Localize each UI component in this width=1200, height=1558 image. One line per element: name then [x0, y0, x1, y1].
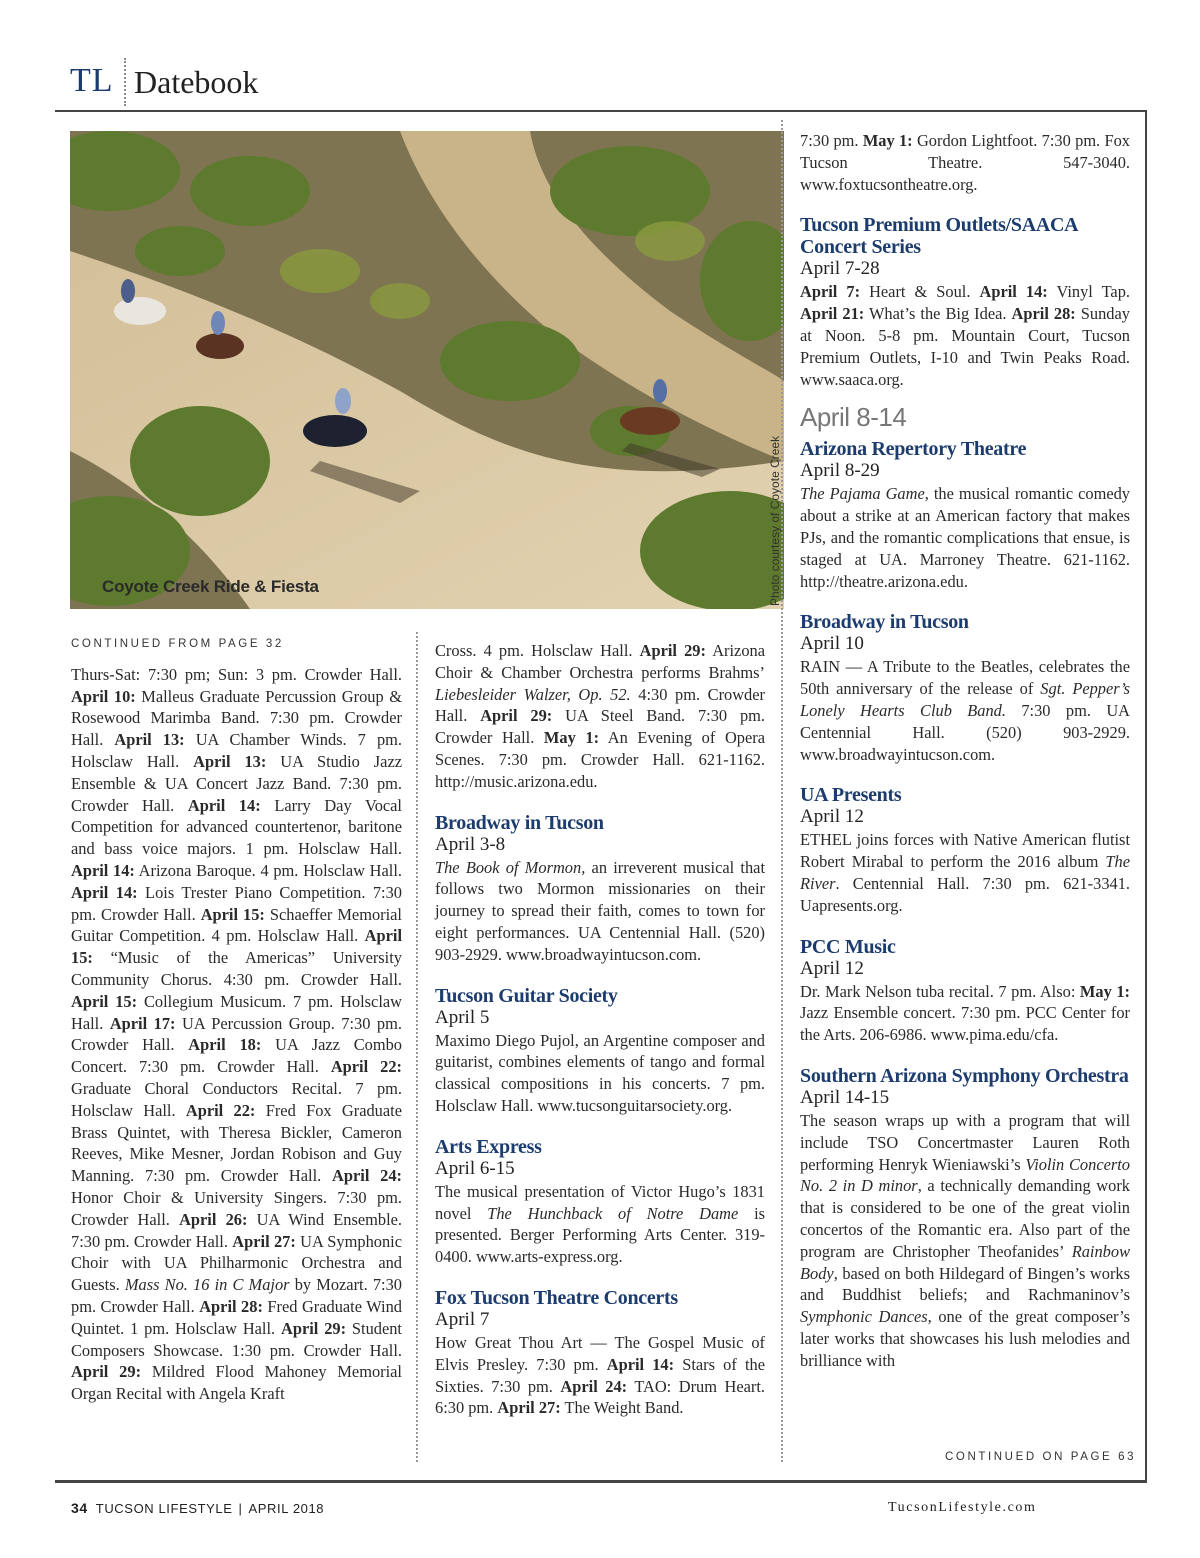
event-description — [435, 857, 765, 966]
listing-text: , based on both Hildegard of Bingen’s works and Buddhist beliefs; and Rachmaninov’s — [800, 1263, 1130, 1305]
listing-text: 7:30 pm. UA Centennial Hall. (520) 903-2929. www.broadwayintucson.com. — [800, 700, 1130, 764]
listing-text: The Weight Band. — [560, 1398, 684, 1418]
listing-text: Fred Fox Graduate Brass Quintet, with Theresa Bickler, Cameron Reeves, Mike Mesner, Jordan Robison and Guy Manning. 7:30 pm. Crowder Hall. — [71, 1100, 402, 1186]
listing-text: an irreverent musical that follows two Mormon missionaries on their journey to spread their faith, comes to town for eight performances. UA Centennial Hall. (520) 903-2929. www.broadwayintucson.com. — [435, 857, 765, 964]
column-3 — [800, 130, 1130, 1371]
event-section — [435, 812, 765, 966]
listing-text: Lois Trester Piano Competition. 7:30 pm. Crowder Hall. — [71, 882, 402, 924]
date-label: April 15: — [200, 904, 265, 924]
date-label: April 24: — [332, 1166, 402, 1186]
listing-text: Mildred Flood Mahoney Memorial Organ Recital with Angela Kraft — [71, 1362, 402, 1404]
listing-text: The season wraps up with a program that will include TSO Concertmaster Lauren Roth performing Henryk Wieniawski’s — [800, 1110, 1130, 1174]
event-description — [800, 483, 1130, 592]
listing-text: UA Jazz Combo Concert. 7:30 pm. Crowder Hall. — [71, 1035, 402, 1077]
event-date: April 7 — [435, 1308, 490, 1330]
photo-credit: Photo courtesy of Coyote Creek — [768, 435, 782, 606]
listing-text: , a technically demanding work that is considered to be one of the great violin concertos of the Romantic era. Also part of the program are Christopher Theofanides’ — [800, 1176, 1130, 1261]
listing-text: Graduate Choral Conductors Recital. 7 pm. Holsclaw Hall. — [71, 1078, 402, 1120]
date-label: April 14: — [606, 1354, 675, 1374]
event-date: April 12 — [800, 806, 864, 828]
event-organizer-heading: Arizona Repertory Theatre — [800, 438, 1027, 461]
date-label: May 1: — [543, 728, 600, 748]
event-description — [800, 981, 1130, 1046]
listing-text: by Mozart. 7:30 pm. Crowder Hall. — [71, 1275, 402, 1316]
event-date: April 12 — [800, 957, 864, 979]
work-title: Mass No. 16 in C Major — [124, 1275, 290, 1295]
feature-photo — [70, 131, 784, 609]
event-section — [435, 1136, 765, 1268]
magazine-logo: TL — [70, 62, 114, 99]
work-title: The River — [800, 852, 1130, 893]
date-label: April 14: — [979, 282, 1048, 302]
listing-text: TAO: Drum Heart. 6:30 pm. — [435, 1376, 765, 1418]
listing-text: UA Wind Ensemble. 7:30 pm. Crowder Hall. — [71, 1209, 402, 1251]
listing-text: How Great Thou Art — The Gospel Music of Elvis Presley. 7:30 pm. — [435, 1332, 765, 1374]
event-section — [800, 611, 1130, 765]
event-date: April 14-15 — [800, 1086, 890, 1108]
work-title: Symphonic Dances — [800, 1307, 928, 1327]
event-date: April 3-8 — [435, 833, 506, 855]
event-description — [435, 1030, 765, 1117]
date-label: April 28: — [1011, 304, 1076, 324]
event-organizer-heading: Tucson Guitar Society — [435, 984, 618, 1007]
event-description — [435, 1181, 765, 1268]
event-organizer-heading: Fox Tucson Theatre Concerts — [435, 1286, 678, 1309]
date-label: April 29: — [480, 706, 553, 726]
listing-text: An Evening of Opera Scenes. 7:30 pm. Crowder Hall. 621-1162. http://music.arizona.edu. — [435, 728, 765, 791]
date-label: April 13: — [193, 751, 267, 771]
listing-text: , the musical romantic comedy about a strike at an American factory that makes PJs, and the romantic complications that ensue, is staged at UA. Marroney Theatre. 621-1162. http://theatre.arizona.edu. — [800, 484, 1130, 591]
listing-text: Heart & Soul. — [860, 282, 980, 302]
event-description — [800, 1110, 1130, 1372]
event-section — [800, 936, 1130, 1046]
event-organizer-heading: Southern Arizona Symphony Orchestra — [800, 1064, 1129, 1087]
event-description — [435, 1332, 765, 1419]
event-description — [800, 281, 1130, 390]
week-heading: April 8-14 — [800, 402, 907, 433]
date-label: April 24: — [560, 1376, 628, 1396]
footer-separator: | — [238, 1501, 243, 1516]
listing-text: Stars of the Sixties. 7:30 pm. — [435, 1354, 765, 1396]
date-label: April 13: — [114, 730, 185, 750]
event-organizer-heading: Broadway in Tucson — [435, 811, 604, 834]
top-rule — [55, 110, 1146, 112]
event-date: April 6-15 — [435, 1157, 515, 1179]
trail-ride-illustration — [70, 131, 784, 609]
date-label: May 1: — [862, 131, 913, 150]
listing-text: is presented. Berger Performing Arts Center. 319-0400. www.arts-express.org. — [435, 1203, 765, 1267]
date-label: April 15: — [71, 926, 402, 968]
page-number: 34 — [71, 1500, 88, 1516]
date-label: April 26: — [179, 1209, 248, 1229]
listing-text: What’s the Big Idea. — [864, 304, 1012, 324]
footer-folio — [71, 1500, 324, 1516]
date-label: April 29: — [281, 1318, 347, 1338]
column-divider-2 — [781, 120, 783, 1462]
work-title: The Hunchback of Notre Dame — [487, 1203, 739, 1223]
listing-text: The musical presentation of Victor Hugo’s 1831 novel — [435, 1181, 765, 1223]
event-section — [800, 214, 1130, 390]
listing-text: Larry Day Vocal Competition for advanced countertenor, baritone and bass voice majors. 1 pm. Holsclaw Hall. — [71, 795, 402, 859]
date-label: April 29: — [639, 641, 706, 660]
listing-text: Student Composers Showcase. 1:30 pm. Crowder Hall. — [71, 1318, 402, 1360]
listing-text: Malleus Graduate Percussion Group & Rosewood Marimba Band. 7:30 pm. Crowder Hall. — [71, 686, 402, 750]
date-label: April 10: — [71, 686, 136, 706]
event-section — [435, 1287, 765, 1419]
date-label: April 14: — [71, 860, 135, 880]
date-label: April 27: — [497, 1398, 561, 1418]
listing-text: Maximo Diego Pujol, an Argentine composer and guitarist, combines elements of tango and formal classical compositions in his concerts. 7 pm. Holsclaw Hall. www.tucsonguitarsociety.org. — [435, 1030, 765, 1115]
masthead-divider — [124, 58, 126, 106]
website-link[interactable]: TucsonLifestyle.com — [888, 1500, 1037, 1515]
listing-text: Vinyl Tap. — [1047, 282, 1131, 302]
date-label: April 17: — [109, 1013, 176, 1033]
listing-text: 4:30 pm. Crowder Hall. — [435, 684, 765, 726]
event-description — [800, 656, 1130, 765]
listing-text: UA Studio Jazz Ensemble & UA Concert Jazz Band. 7:30 pm. Crowder Hall. — [71, 751, 402, 815]
listing-text: UA Symphonic Choir with UA Philharmonic Orchestra and Guests. — [71, 1231, 402, 1295]
publication-name: TUCSON LIFESTYLE — [95, 1501, 233, 1516]
work-title: The Pajama Game — [800, 484, 925, 504]
listing-text: Schaeffer Memorial Guitar Competition. 4 pm. Holsclaw Hall. — [71, 904, 402, 946]
date-label: April 7: — [800, 282, 861, 302]
listing-text: Arizona Choir & Chamber Orchestra performs Brahms’ — [435, 641, 765, 682]
bottom-rule — [55, 1480, 1147, 1483]
date-label: April 22: — [330, 1057, 402, 1077]
event-date: April 10 — [800, 633, 864, 655]
event-listing — [71, 664, 402, 1405]
work-title: Violin Concerto No. 2 in D minor — [800, 1154, 1131, 1196]
listing-text: Collegium Musicum. 7 pm. Holsclaw Hall. — [71, 991, 402, 1033]
event-section — [435, 985, 765, 1117]
event-date: April 7-28 — [800, 258, 880, 280]
continued-from-label: CONTINUED FROM PAGE 32 — [71, 638, 284, 650]
listing-text: ETHEL joins forces with Native American flutist Robert Mirabal to perform the 2016 album — [800, 830, 1130, 872]
listing-text: . Centennial Hall. 7:30 pm. 621-3341. Uapresents.org. — [800, 873, 1130, 915]
event-organizer-heading: Tucson Premium Outlets/SAACA Concert Series — [800, 214, 1078, 259]
date-label: April 14: — [187, 795, 261, 815]
column-divider-1 — [416, 632, 418, 1462]
date-label: April 18: — [188, 1035, 262, 1055]
column-2 — [435, 640, 765, 1419]
date-label: April 22: — [185, 1100, 256, 1120]
section-title: Datebook — [134, 64, 259, 100]
event-sections — [800, 214, 1130, 390]
listing-text: 7:30 pm. — [800, 131, 863, 150]
listing-text: Jazz Ensemble concert. 7:30 pm. PCC Center for the Arts. 206-6986. www.pima.edu/cfa. — [800, 1003, 1130, 1045]
listing-text: UA Percussion Group. 7:30 pm. Crowder Hall. — [71, 1013, 402, 1055]
work-title: Sgt. Pepper’s Lonely Hearts Club Band. — [800, 679, 1130, 720]
listing-text: RAIN — A Tribute to the Beatles, celebrates the 50th anniversary of the release of — [800, 657, 1130, 699]
date-label: April 15: — [71, 991, 138, 1011]
event-organizer-heading: PCC Music — [800, 935, 896, 958]
date-label: May 1: — [1079, 981, 1130, 1001]
event-section — [800, 438, 1130, 592]
listing-text: , one of the great composer’s later works that showcases his lush melodies and brilliance with — [800, 1307, 1131, 1370]
event-sections — [800, 438, 1130, 1371]
event-date: April 8-29 — [800, 460, 880, 482]
listing-text: Fred Graduate Wind Quintet. 1 pm. Holsclaw Hall. — [71, 1296, 402, 1338]
column-1 — [71, 634, 402, 1405]
event-section — [800, 784, 1130, 916]
listing-text: Cross. 4 pm. Holsclaw Hall. — [435, 641, 640, 660]
listing-text: UA Steel Band. 7:30 pm. Crowder Hall. — [435, 706, 765, 748]
date-label: April 14: — [71, 882, 138, 902]
event-organizer-heading: Arts Express — [435, 1135, 542, 1158]
listing-text: Honor Choir & University Singers. 7:30 pm. Crowder Hall. — [71, 1187, 402, 1229]
event-organizer-heading: Broadway in Tucson — [800, 611, 969, 634]
event-description — [800, 829, 1130, 916]
date-label: April 29: — [71, 1362, 142, 1382]
date-label: April 27: — [232, 1231, 296, 1251]
event-organizer-heading: UA Presents — [800, 784, 902, 807]
work-title: Liebesleider Walzer, Op. 52. — [435, 684, 631, 704]
listing-text: Sunday at Noon. 5-8 pm. Mountain Court, Tucson Premium Outlets, I-10 and Twin Peaks Road. www.saaca.org. — [800, 304, 1130, 389]
issue-date: APRIL 2018 — [248, 1501, 325, 1516]
photo-caption: Coyote Creek Ride & Fiesta — [102, 577, 319, 596]
continued-on-label: CONTINUED ON PAGE 63 — [945, 1451, 1137, 1463]
listing-text: UA Chamber Winds. 7 pm. Holsclaw Hall. — [71, 730, 402, 771]
listing-text: Dr. Mark Nelson tuba recital. 7 pm. Also: — [800, 981, 1080, 1001]
event-section — [800, 1065, 1130, 1372]
right-rule — [1145, 110, 1147, 1480]
date-label: April 21: — [800, 304, 865, 324]
listing-text: “Music of the Americas” University Community Chorus. 4:30 pm. Crowder Hall. — [71, 948, 402, 989]
event-sections — [435, 812, 765, 1420]
event-listing — [800, 130, 1130, 195]
listing-text: Arizona Baroque. 4 pm. Holsclaw Hall. — [134, 860, 402, 880]
event-date: April 5 — [435, 1006, 490, 1028]
work-title: The Book of Mormon, — [435, 857, 586, 877]
listing-text: Gordon Lightfoot. 7:30 pm. Fox Tucson Theatre. 547-3040. www.foxtucsontheatre.org. — [800, 131, 1130, 194]
listing-text: Thurs-Sat: 7:30 pm; Sun: 3 pm. Crowder Hall. — [71, 664, 402, 684]
date-label: April 28: — [199, 1296, 263, 1316]
work-title: Rainbow Body — [800, 1241, 1130, 1283]
event-listing — [435, 640, 765, 793]
